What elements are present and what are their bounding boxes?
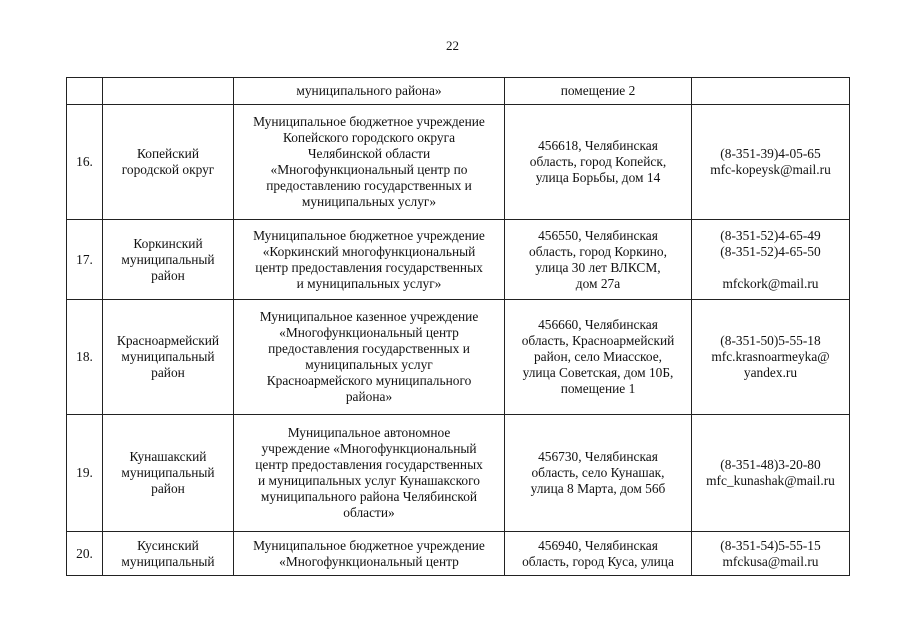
phone: (8-351-48)3-20-80 [720, 457, 821, 472]
contacts-cell [692, 415, 850, 532]
table-row [67, 105, 850, 220]
organization-line: «Многофункциональный центр [279, 553, 459, 569]
contacts-cell [692, 220, 850, 300]
address-line: область, город Коркино, [529, 243, 667, 259]
table-row [67, 220, 850, 300]
address-line: дом 27а [575, 275, 621, 291]
organization-line: Муниципальное автономное [287, 425, 451, 440]
email: yandex.ru [743, 365, 798, 380]
organization-line: муниципальных услуг [305, 357, 433, 372]
district-line: район [151, 481, 185, 496]
organization-line: центр предоставления государственных [255, 457, 483, 472]
organization-line: муниципальных услуг» [301, 194, 437, 209]
mfc-table [66, 77, 850, 576]
organization-line: «Многофункциональный центр по [270, 162, 468, 177]
address-line: 456618, Челябинская [538, 138, 658, 153]
page-number: 22 [446, 38, 459, 53]
organization-line: Муниципальное бюджетное учреждение [253, 227, 485, 243]
organization-line: Муниципальное казенное учреждение [259, 309, 479, 324]
row-number-cell: 18. [67, 300, 103, 415]
contacts-cell [692, 300, 850, 415]
organization-line: Челябинской области [307, 146, 431, 161]
organization-line: Копейского городского округа [282, 130, 456, 145]
address-line: улица 30 лет ВЛКСМ, [535, 259, 661, 275]
address-cell [505, 300, 692, 415]
organization-line: «Многофункциональный центр [279, 325, 459, 340]
table-row [67, 78, 850, 105]
table-row [67, 300, 850, 415]
address-line: улица 8 Марта, дом 56б [530, 481, 666, 496]
email: mfckork@mail.ru [722, 275, 819, 291]
district-cell [103, 415, 234, 532]
phone: (8-351-52)4-65-50 [720, 243, 821, 259]
district-cell [103, 105, 234, 220]
organization-cell [234, 415, 505, 532]
address-line: улица Борьбы, дом 14 [535, 170, 661, 185]
address-line: область, город Куса, улица [522, 553, 674, 569]
phone: (8-351-52)4-65-49 [720, 227, 821, 243]
table-row [67, 415, 850, 532]
address-line: 456550, Челябинская [538, 227, 658, 243]
organization-cell [234, 300, 505, 415]
district-cell [103, 220, 234, 300]
organization-line: и муниципальных услуг Кунашакского [258, 473, 480, 488]
address-cell [505, 105, 692, 220]
address-cell [505, 78, 692, 105]
phone: (8-351-39)4-05-65 [720, 146, 821, 161]
district-line: Копейский [136, 146, 200, 161]
phone: (8-351-50)5-55-18 [720, 333, 821, 348]
organization-cell [234, 532, 505, 576]
district-line: Коркинский [133, 235, 203, 251]
organization-line: центр предоставления государственных [255, 259, 483, 275]
spacer [695, 260, 846, 276]
organization-line: области» [343, 505, 395, 520]
address-line: 456660, Челябинская [538, 317, 658, 332]
organization-line: муниципального района Челябинской [260, 489, 478, 504]
organization-line: предоставления государственных и [268, 341, 470, 356]
organization-line: учреждение «Многофункциональный [261, 441, 477, 456]
address-line: область, Красноармейский [521, 333, 675, 348]
district-line: район [151, 267, 185, 283]
organization-line: Муниципальное бюджетное учреждение [253, 537, 485, 553]
district-cell [103, 78, 234, 105]
row-number-cell: 19. [67, 415, 103, 532]
district-line: Кунашакский [129, 449, 207, 464]
address-cell [505, 415, 692, 532]
contacts-cell [692, 532, 850, 576]
district-cell [103, 532, 234, 576]
district-line: Красноармейский [116, 333, 220, 348]
district-line: муниципальный [121, 251, 215, 267]
email: mfckusa@mail.ru [722, 553, 819, 569]
district-line: городской округ [121, 162, 215, 177]
organization-line: Красноармейского муниципального [266, 373, 472, 388]
address-line: помещение 1 [560, 381, 636, 396]
row-number-cell: 20. [67, 532, 103, 576]
district-line: муниципальный [121, 465, 215, 480]
email: mfc.krasnoarmeyka@ [711, 349, 830, 364]
organization-line: района» [345, 389, 393, 404]
address-line: область, город Копейск, [529, 154, 667, 169]
district-line: Кусинский [137, 537, 199, 553]
organization-cell [234, 220, 505, 300]
district-line: район [151, 365, 185, 380]
organization-line: муниципального района» [296, 83, 442, 98]
organization-cell [234, 105, 505, 220]
address-line: область, село Кунашак, [531, 465, 665, 480]
email: mfc_kunashak@mail.ru [706, 473, 835, 488]
address-cell [505, 220, 692, 300]
district-line: муниципальный [121, 553, 215, 569]
address-line: район, село Миасское, [533, 349, 662, 364]
row-number-cell: 16. [67, 105, 103, 220]
address-line: улица Советская, дом 10Б, [522, 365, 674, 380]
email: mfc-kopeysk@mail.ru [710, 162, 831, 177]
address-line: 456940, Челябинская [538, 537, 658, 553]
contacts-cell [692, 105, 850, 220]
organization-line: «Коркинский многофункциональный [262, 243, 476, 259]
contacts-cell [692, 78, 850, 105]
phone: (8-351-54)5-55-15 [720, 537, 821, 553]
organization-line: предоставлению государственных и [266, 178, 472, 193]
organization-line: Муниципальное бюджетное учреждение [253, 114, 485, 129]
address-line: 456730, Челябинская [538, 449, 658, 464]
table-row [67, 532, 850, 576]
address-line: помещение 2 [560, 83, 636, 98]
row-number-cell [67, 78, 103, 105]
address-cell [505, 532, 692, 576]
row-number-cell: 17. [67, 220, 103, 300]
district-cell [103, 300, 234, 415]
organization-line: и муниципальных услуг» [296, 275, 442, 291]
organization-cell [234, 78, 505, 105]
district-line: муниципальный [121, 349, 215, 364]
